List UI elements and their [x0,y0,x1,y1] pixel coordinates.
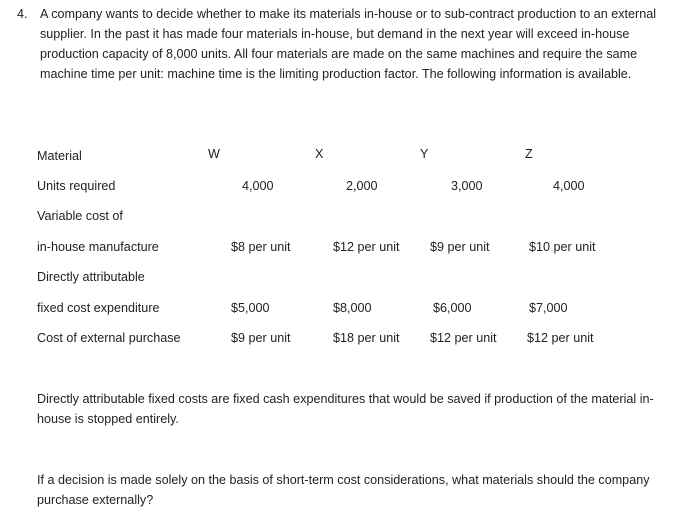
table-cell: $7,000 [529,301,568,315]
row-label-units-required: Units required [37,179,116,193]
table-cell: $9 per unit [430,240,490,254]
table-cell: $12 per unit [430,331,497,345]
table-header-col-x: X [315,147,324,161]
table-cell: $12 per unit [333,240,400,254]
table-cell: 2,000 [346,179,378,193]
row-label-directly-attributable: Directly attributable [37,270,145,284]
table-header-col-z: Z [525,147,533,161]
table-cell: 4,000 [242,179,274,193]
table-cell: 3,000 [451,179,483,193]
row-label-cost-of-external-purchase: Cost of external purchase [37,331,181,345]
question-block [17,4,680,84]
table-header-col-y: Y [420,147,429,161]
table-cell: $8 per unit [231,240,291,254]
row-label-in-house-manufacture: in-house manufacture [37,240,159,254]
table-cell: $8,000 [333,301,372,315]
row-label-fixed-cost-expenditure: fixed cost expenditure [37,301,160,315]
table-cell: $18 per unit [333,331,400,345]
table-header-label: Material [37,149,82,163]
row-label-variable-cost: Variable cost of [37,209,123,223]
table-cell: $6,000 [433,301,472,315]
table-cell: $5,000 [231,301,270,315]
final-question-paragraph: If a decision is made solely on the basis of short-term cost considerations, what materials should the company purchase externally? [37,473,650,507]
question-text: A company wants to decide whether to make its materials in-house or to sub-contract production to an external supplier. In the past it has made four materials in-house, but demand in the next year will exceed in-house production capacity of 8,000 units. All four materials are made on the same machines and require the same machine time per unit: machine time is the limiting production factor. The following information is available. [40,7,657,81]
table-header-col-w: W [208,147,220,161]
note-paragraph: Directly attributable fixed costs are fixed cash expenditures that would be saved if production of the material in-house is stopped entirely. [37,392,654,426]
table-cell: $9 per unit [231,331,291,345]
table-cell: $10 per unit [529,240,596,254]
question-number: 4. [17,7,28,21]
table-cell: $12 per unit [527,331,594,345]
table-cell: 4,000 [553,179,585,193]
